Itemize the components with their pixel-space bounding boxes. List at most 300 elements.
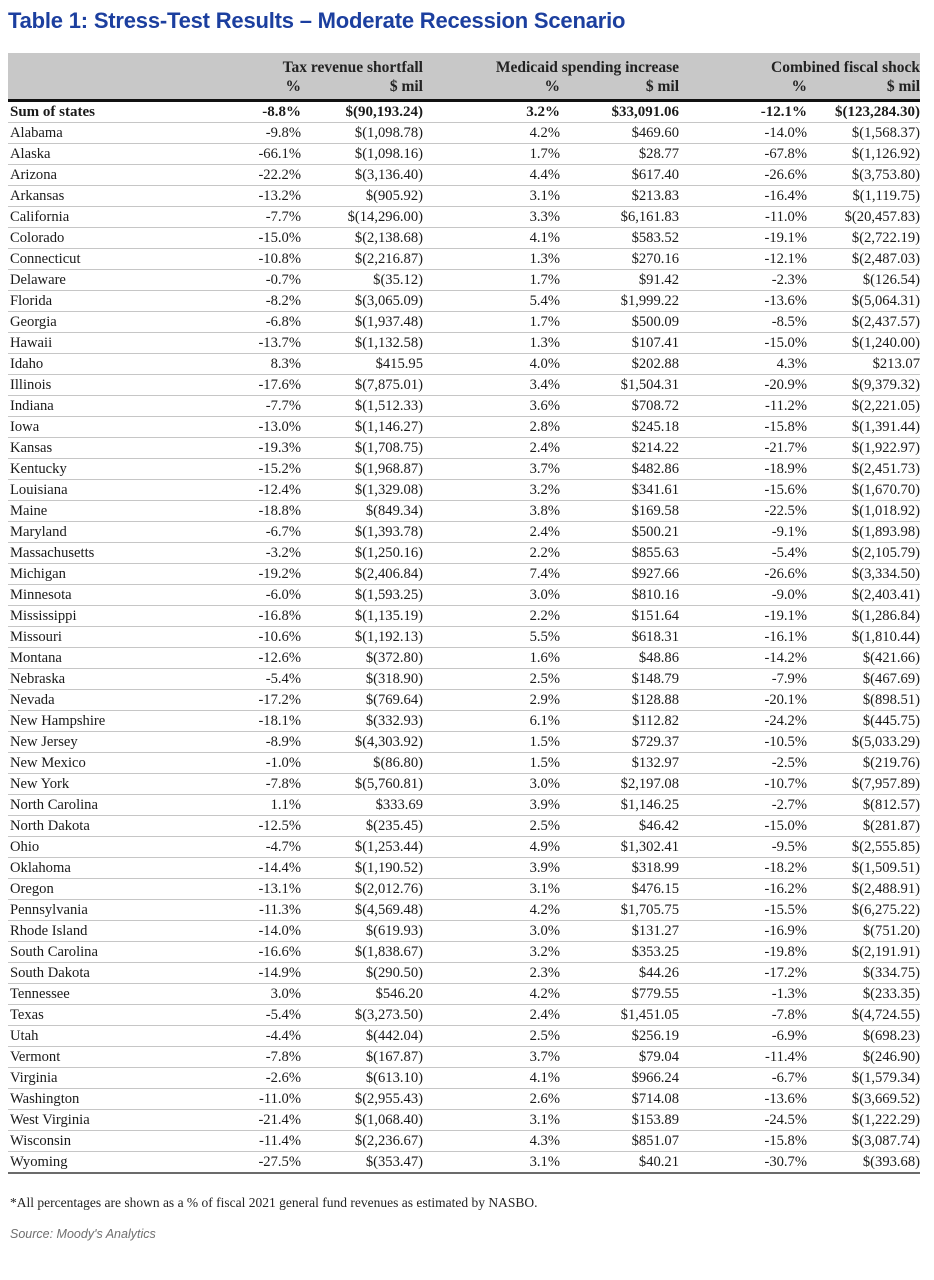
tax-shortfall-pct: -1.0%	[230, 753, 301, 774]
tax-shortfall-mil: $(1,937.48)	[301, 312, 423, 333]
combined-shock-pct: -20.1%	[679, 690, 807, 711]
tax-shortfall-pct: -11.4%	[230, 1131, 301, 1152]
state-name: Minnesota	[8, 585, 230, 606]
table-header	[8, 53, 920, 101]
state-name: Alabama	[8, 123, 230, 144]
combined-shock-mil: $(334.75)	[807, 963, 920, 984]
tax-shortfall-mil: $(1,708.75)	[301, 438, 423, 459]
state-name: Colorado	[8, 228, 230, 249]
tax-shortfall-pct: -8.9%	[230, 732, 301, 753]
medicaid-increase-pct: 3.3%	[423, 207, 560, 228]
group-header-medicaid-spending-increase: Medicaid spending increase	[423, 53, 679, 77]
subheader-tax-mil: $ mil	[301, 77, 423, 101]
state-name: Vermont	[8, 1047, 230, 1068]
medicaid-increase-mil: $318.99	[560, 858, 679, 879]
state-name: Indiana	[8, 396, 230, 417]
medicaid-increase-pct: 2.5%	[423, 669, 560, 690]
state-name: Missouri	[8, 627, 230, 648]
table-row	[8, 606, 920, 627]
tax-shortfall-pct: -66.1%	[230, 144, 301, 165]
state-name: Massachusetts	[8, 543, 230, 564]
medicaid-increase-pct: 3.9%	[423, 858, 560, 879]
table-row	[8, 1110, 920, 1131]
medicaid-increase-mil: $245.18	[560, 417, 679, 438]
summary-medicaid-pct: 3.2%	[423, 101, 560, 123]
combined-shock-pct: -9.5%	[679, 837, 807, 858]
combined-shock-mil: $(6,275.22)	[807, 900, 920, 921]
tax-shortfall-pct: -7.8%	[230, 1047, 301, 1068]
tax-shortfall-mil: $(1,393.78)	[301, 522, 423, 543]
combined-shock-mil: $(219.76)	[807, 753, 920, 774]
state-name: New Mexico	[8, 753, 230, 774]
table-row	[8, 711, 920, 732]
medicaid-increase-pct: 2.2%	[423, 606, 560, 627]
combined-shock-mil: $(1,222.29)	[807, 1110, 920, 1131]
tax-shortfall-pct: 3.0%	[230, 984, 301, 1005]
combined-shock-mil: $(3,669.52)	[807, 1089, 920, 1110]
tax-shortfall-mil: $(2,406.84)	[301, 564, 423, 585]
medicaid-increase-pct: 5.4%	[423, 291, 560, 312]
medicaid-increase-pct: 3.4%	[423, 375, 560, 396]
sub-header-row	[8, 77, 920, 101]
medicaid-increase-pct: 1.7%	[423, 312, 560, 333]
tax-shortfall-mil: $(4,569.48)	[301, 900, 423, 921]
combined-shock-pct: -9.1%	[679, 522, 807, 543]
medicaid-increase-mil: $112.82	[560, 711, 679, 732]
medicaid-increase-mil: $855.63	[560, 543, 679, 564]
medicaid-increase-pct: 4.1%	[423, 228, 560, 249]
table-row	[8, 753, 920, 774]
medicaid-increase-pct: 4.0%	[423, 354, 560, 375]
combined-shock-pct: -15.0%	[679, 333, 807, 354]
medicaid-increase-mil: $500.09	[560, 312, 679, 333]
tax-shortfall-mil: $(1,968.87)	[301, 459, 423, 480]
medicaid-increase-mil: $1,302.41	[560, 837, 679, 858]
combined-shock-pct: -11.4%	[679, 1047, 807, 1068]
table-row	[8, 564, 920, 585]
tax-shortfall-mil: $(2,012.76)	[301, 879, 423, 900]
medicaid-increase-mil: $966.24	[560, 1068, 679, 1089]
combined-shock-mil: $(2,221.05)	[807, 396, 920, 417]
medicaid-increase-mil: $48.86	[560, 648, 679, 669]
combined-shock-pct: -20.9%	[679, 375, 807, 396]
tax-shortfall-pct: -13.1%	[230, 879, 301, 900]
medicaid-increase-pct: 3.7%	[423, 1047, 560, 1068]
footnote: *All percentages are shown as a % of fiscal 2021 general fund revenues as estimated by NASBO.	[10, 1195, 538, 1210]
state-name: West Virginia	[8, 1110, 230, 1131]
medicaid-increase-pct: 5.5%	[423, 627, 560, 648]
medicaid-increase-mil: $107.41	[560, 333, 679, 354]
tax-shortfall-mil: $(1,098.16)	[301, 144, 423, 165]
medicaid-increase-pct: 2.3%	[423, 963, 560, 984]
state-name: Alaska	[8, 144, 230, 165]
subheader-medicaid-mil: $ mil	[560, 77, 679, 101]
tax-shortfall-mil: $(1,146.27)	[301, 417, 423, 438]
state-name: South Carolina	[8, 942, 230, 963]
table-row	[8, 984, 920, 1005]
medicaid-increase-pct: 3.1%	[423, 186, 560, 207]
combined-shock-mil: $(9,379.32)	[807, 375, 920, 396]
state-name: Nevada	[8, 690, 230, 711]
combined-shock-pct: -5.4%	[679, 543, 807, 564]
state-name: Rhode Island	[8, 921, 230, 942]
combined-shock-mil: $(3,753.80)	[807, 165, 920, 186]
medicaid-increase-mil: $270.16	[560, 249, 679, 270]
tax-shortfall-pct: -19.3%	[230, 438, 301, 459]
combined-shock-pct: -18.9%	[679, 459, 807, 480]
tax-shortfall-mil: $(86.80)	[301, 753, 423, 774]
medicaid-increase-mil: $214.22	[560, 438, 679, 459]
table-row	[8, 1089, 920, 1110]
tax-shortfall-pct: -14.4%	[230, 858, 301, 879]
tax-shortfall-pct: -13.2%	[230, 186, 301, 207]
table-row	[8, 228, 920, 249]
tax-shortfall-pct: -4.4%	[230, 1026, 301, 1047]
medicaid-increase-pct: 3.7%	[423, 459, 560, 480]
table-row	[8, 291, 920, 312]
subheader-combined-mil: $ mil	[807, 77, 920, 101]
tax-shortfall-mil: $(2,216.87)	[301, 249, 423, 270]
state-name: California	[8, 207, 230, 228]
tax-shortfall-mil: $(769.64)	[301, 690, 423, 711]
table-row	[8, 774, 920, 795]
combined-shock-mil: $(233.35)	[807, 984, 920, 1005]
combined-shock-pct: -11.2%	[679, 396, 807, 417]
tax-shortfall-mil: $(1,512.33)	[301, 396, 423, 417]
medicaid-increase-pct: 1.3%	[423, 333, 560, 354]
tax-shortfall-mil: $(3,136.40)	[301, 165, 423, 186]
tax-shortfall-pct: -4.7%	[230, 837, 301, 858]
medicaid-increase-pct: 4.2%	[423, 900, 560, 921]
table-row	[8, 207, 920, 228]
combined-shock-pct: -15.8%	[679, 1131, 807, 1152]
table-row	[8, 690, 920, 711]
tax-shortfall-pct: -9.8%	[230, 123, 301, 144]
medicaid-increase-pct: 2.8%	[423, 417, 560, 438]
tax-shortfall-pct: 8.3%	[230, 354, 301, 375]
medicaid-increase-mil: $927.66	[560, 564, 679, 585]
tax-shortfall-mil: $546.20	[301, 984, 423, 1005]
tax-shortfall-pct: -17.6%	[230, 375, 301, 396]
state-name: Georgia	[8, 312, 230, 333]
table-row	[8, 480, 920, 501]
tax-shortfall-pct: -2.6%	[230, 1068, 301, 1089]
combined-shock-mil: $(2,487.03)	[807, 249, 920, 270]
medicaid-increase-mil: $28.77	[560, 144, 679, 165]
medicaid-increase-pct: 4.1%	[423, 1068, 560, 1089]
table-row	[8, 312, 920, 333]
combined-shock-pct: -26.6%	[679, 564, 807, 585]
tax-shortfall-mil: $(35.12)	[301, 270, 423, 291]
tax-shortfall-pct: -7.7%	[230, 207, 301, 228]
medicaid-increase-pct: 2.2%	[423, 543, 560, 564]
tax-shortfall-pct: -12.6%	[230, 648, 301, 669]
combined-shock-mil: $(751.20)	[807, 921, 920, 942]
state-name: Virginia	[8, 1068, 230, 1089]
table-row	[8, 1005, 920, 1026]
tax-shortfall-pct: -7.8%	[230, 774, 301, 795]
medicaid-increase-pct: 4.3%	[423, 1131, 560, 1152]
tax-shortfall-pct: -18.8%	[230, 501, 301, 522]
medicaid-increase-pct: 2.5%	[423, 816, 560, 837]
combined-shock-mil: $(281.87)	[807, 816, 920, 837]
summary-combined-pct: -12.1%	[679, 101, 807, 123]
medicaid-increase-mil: $1,705.75	[560, 900, 679, 921]
medicaid-increase-pct: 7.4%	[423, 564, 560, 585]
subheader-tax-pct: %	[230, 77, 301, 101]
tax-shortfall-pct: -19.2%	[230, 564, 301, 585]
medicaid-increase-pct: 1.7%	[423, 144, 560, 165]
combined-shock-mil: $(20,457.83)	[807, 207, 920, 228]
tax-shortfall-mil: $(353.47)	[301, 1152, 423, 1174]
medicaid-increase-mil: $256.19	[560, 1026, 679, 1047]
medicaid-increase-mil: $151.64	[560, 606, 679, 627]
state-name: Connecticut	[8, 249, 230, 270]
tax-shortfall-mil: $(3,273.50)	[301, 1005, 423, 1026]
state-name: Utah	[8, 1026, 230, 1047]
tax-shortfall-pct: -6.7%	[230, 522, 301, 543]
combined-shock-mil: $(1,018.92)	[807, 501, 920, 522]
tax-shortfall-mil: $(167.87)	[301, 1047, 423, 1068]
combined-shock-pct: -7.8%	[679, 1005, 807, 1026]
table-row	[8, 1152, 920, 1174]
combined-shock-pct: -6.7%	[679, 1068, 807, 1089]
tax-shortfall-mil: $(1,098.78)	[301, 123, 423, 144]
combined-shock-mil: $(2,451.73)	[807, 459, 920, 480]
medicaid-increase-mil: $91.42	[560, 270, 679, 291]
state-name: Hawaii	[8, 333, 230, 354]
table-row	[8, 1047, 920, 1068]
medicaid-increase-pct: 4.9%	[423, 837, 560, 858]
tax-shortfall-mil: $(905.92)	[301, 186, 423, 207]
tax-shortfall-pct: -16.6%	[230, 942, 301, 963]
medicaid-increase-mil: $1,999.22	[560, 291, 679, 312]
state-name: Ohio	[8, 837, 230, 858]
state-name: Arkansas	[8, 186, 230, 207]
combined-shock-mil: $(421.66)	[807, 648, 920, 669]
combined-shock-pct: -16.1%	[679, 627, 807, 648]
state-name: Montana	[8, 648, 230, 669]
medicaid-increase-mil: $729.37	[560, 732, 679, 753]
state-name: Illinois	[8, 375, 230, 396]
combined-shock-mil: $(2,437.57)	[807, 312, 920, 333]
tax-shortfall-mil: $(332.93)	[301, 711, 423, 732]
medicaid-increase-mil: $1,146.25	[560, 795, 679, 816]
tax-shortfall-mil: $(290.50)	[301, 963, 423, 984]
state-name: Louisiana	[8, 480, 230, 501]
combined-shock-mil: $(4,724.55)	[807, 1005, 920, 1026]
tax-shortfall-mil: $(235.45)	[301, 816, 423, 837]
state-name: New Jersey	[8, 732, 230, 753]
tax-shortfall-mil: $(619.93)	[301, 921, 423, 942]
medicaid-increase-mil: $617.40	[560, 165, 679, 186]
state-name: Nebraska	[8, 669, 230, 690]
table-row	[8, 816, 920, 837]
table-row	[8, 186, 920, 207]
combined-shock-pct: -16.2%	[679, 879, 807, 900]
combined-shock-mil: $(5,033.29)	[807, 732, 920, 753]
tax-shortfall-pct: -12.4%	[230, 480, 301, 501]
medicaid-increase-pct: 2.4%	[423, 1005, 560, 1026]
medicaid-increase-pct: 1.3%	[423, 249, 560, 270]
combined-shock-mil: $(1,286.84)	[807, 606, 920, 627]
tax-shortfall-pct: -8.2%	[230, 291, 301, 312]
tax-shortfall-pct: -21.4%	[230, 1110, 301, 1131]
combined-shock-pct: -22.5%	[679, 501, 807, 522]
medicaid-increase-mil: $44.26	[560, 963, 679, 984]
medicaid-increase-mil: $40.21	[560, 1152, 679, 1174]
medicaid-increase-mil: $79.04	[560, 1047, 679, 1068]
table-row	[8, 858, 920, 879]
combined-shock-pct: -14.0%	[679, 123, 807, 144]
state-name: New Hampshire	[8, 711, 230, 732]
group-header-row	[8, 53, 920, 77]
tax-shortfall-mil: $(3,065.09)	[301, 291, 423, 312]
state-name: Iowa	[8, 417, 230, 438]
medicaid-increase-mil: $202.88	[560, 354, 679, 375]
medicaid-increase-pct: 3.8%	[423, 501, 560, 522]
medicaid-increase-mil: $779.55	[560, 984, 679, 1005]
medicaid-increase-mil: $476.15	[560, 879, 679, 900]
summary-tax-pct: -8.8%	[230, 101, 301, 123]
stress-test-table	[8, 53, 920, 1174]
combined-shock-pct: -1.3%	[679, 984, 807, 1005]
combined-shock-pct: -15.8%	[679, 417, 807, 438]
table-row	[8, 144, 920, 165]
combined-shock-mil: $(898.51)	[807, 690, 920, 711]
medicaid-increase-pct: 3.2%	[423, 480, 560, 501]
combined-shock-pct: -15.5%	[679, 900, 807, 921]
medicaid-increase-pct: 2.4%	[423, 438, 560, 459]
combined-shock-mil: $(1,240.00)	[807, 333, 920, 354]
combined-shock-pct: -16.4%	[679, 186, 807, 207]
summary-tax-mil: $(90,193.24)	[301, 101, 423, 123]
tax-shortfall-pct: -18.1%	[230, 711, 301, 732]
combined-shock-mil: $(246.90)	[807, 1047, 920, 1068]
tax-shortfall-pct: -14.9%	[230, 963, 301, 984]
medicaid-increase-mil: $1,504.31	[560, 375, 679, 396]
combined-shock-pct: -9.0%	[679, 585, 807, 606]
tax-shortfall-mil: $(1,132.58)	[301, 333, 423, 354]
combined-shock-mil: $(2,403.41)	[807, 585, 920, 606]
medicaid-increase-pct: 2.9%	[423, 690, 560, 711]
combined-shock-mil: $(3,087.74)	[807, 1131, 920, 1152]
medicaid-increase-pct: 4.2%	[423, 123, 560, 144]
medicaid-increase-mil: $714.08	[560, 1089, 679, 1110]
state-name: Idaho	[8, 354, 230, 375]
state-name: Texas	[8, 1005, 230, 1026]
combined-shock-pct: -19.1%	[679, 228, 807, 249]
medicaid-increase-pct: 6.1%	[423, 711, 560, 732]
subheader-combined-pct: %	[679, 77, 807, 101]
combined-shock-mil: $(1,893.98)	[807, 522, 920, 543]
tax-shortfall-mil: $(1,593.25)	[301, 585, 423, 606]
tax-shortfall-pct: -11.3%	[230, 900, 301, 921]
combined-shock-pct: -17.2%	[679, 963, 807, 984]
tax-shortfall-mil: $(1,253.44)	[301, 837, 423, 858]
medicaid-increase-mil: $583.52	[560, 228, 679, 249]
tax-shortfall-pct: -10.6%	[230, 627, 301, 648]
table-row	[8, 333, 920, 354]
tax-shortfall-mil: $(613.10)	[301, 1068, 423, 1089]
combined-shock-pct: -18.2%	[679, 858, 807, 879]
table-row	[8, 123, 920, 144]
tax-shortfall-pct: -13.7%	[230, 333, 301, 354]
state-name: Arizona	[8, 165, 230, 186]
state-name: Tennessee	[8, 984, 230, 1005]
source-line: Source: Moody's Analytics	[10, 1227, 156, 1241]
tax-shortfall-pct: 1.1%	[230, 795, 301, 816]
state-name: Oregon	[8, 879, 230, 900]
table-row	[8, 732, 920, 753]
table-row	[8, 354, 920, 375]
combined-shock-mil: $(393.68)	[807, 1152, 920, 1174]
combined-shock-mil: $(1,922.97)	[807, 438, 920, 459]
tax-shortfall-pct: -27.5%	[230, 1152, 301, 1174]
table-row	[8, 837, 920, 858]
tax-shortfall-pct: -22.2%	[230, 165, 301, 186]
medicaid-increase-mil: $131.27	[560, 921, 679, 942]
tax-shortfall-mil: $(1,135.19)	[301, 606, 423, 627]
combined-shock-mil: $(1,579.34)	[807, 1068, 920, 1089]
table-row	[8, 543, 920, 564]
tax-shortfall-mil: $415.95	[301, 354, 423, 375]
combined-shock-pct: 4.3%	[679, 354, 807, 375]
table-row	[8, 375, 920, 396]
combined-shock-pct: -2.7%	[679, 795, 807, 816]
state-name: Oklahoma	[8, 858, 230, 879]
table-row	[8, 522, 920, 543]
combined-shock-mil: $(2,191.91)	[807, 942, 920, 963]
state-name: Maine	[8, 501, 230, 522]
medicaid-increase-pct: 1.5%	[423, 753, 560, 774]
tax-shortfall-mil: $(849.34)	[301, 501, 423, 522]
combined-shock-pct: -10.7%	[679, 774, 807, 795]
medicaid-increase-pct: 1.6%	[423, 648, 560, 669]
medicaid-increase-mil: $213.83	[560, 186, 679, 207]
tax-shortfall-mil: $(2,138.68)	[301, 228, 423, 249]
tax-shortfall-mil: $333.69	[301, 795, 423, 816]
medicaid-increase-pct: 2.5%	[423, 1026, 560, 1047]
combined-shock-pct: -19.8%	[679, 942, 807, 963]
state-name: Wisconsin	[8, 1131, 230, 1152]
medicaid-increase-pct: 2.4%	[423, 522, 560, 543]
combined-shock-mil: $(2,555.85)	[807, 837, 920, 858]
table-row	[8, 669, 920, 690]
combined-shock-mil: $(467.69)	[807, 669, 920, 690]
tax-shortfall-pct: -15.0%	[230, 228, 301, 249]
state-name: Washington	[8, 1089, 230, 1110]
tax-shortfall-mil: $(1,250.16)	[301, 543, 423, 564]
combined-shock-mil: $(1,568.37)	[807, 123, 920, 144]
state-name: Delaware	[8, 270, 230, 291]
tax-shortfall-mil: $(2,236.67)	[301, 1131, 423, 1152]
table-row	[8, 1131, 920, 1152]
medicaid-increase-pct: 3.0%	[423, 585, 560, 606]
table-row	[8, 1068, 920, 1089]
combined-shock-pct: -21.7%	[679, 438, 807, 459]
table-row	[8, 270, 920, 291]
state-name: South Dakota	[8, 963, 230, 984]
combined-shock-mil: $(1,670.70)	[807, 480, 920, 501]
medicaid-increase-pct: 3.1%	[423, 879, 560, 900]
summary-row	[8, 101, 920, 123]
medicaid-increase-mil: $482.86	[560, 459, 679, 480]
combined-shock-pct: -2.5%	[679, 753, 807, 774]
medicaid-increase-mil: $353.25	[560, 942, 679, 963]
medicaid-increase-mil: $169.58	[560, 501, 679, 522]
tax-shortfall-mil: $(1,190.52)	[301, 858, 423, 879]
